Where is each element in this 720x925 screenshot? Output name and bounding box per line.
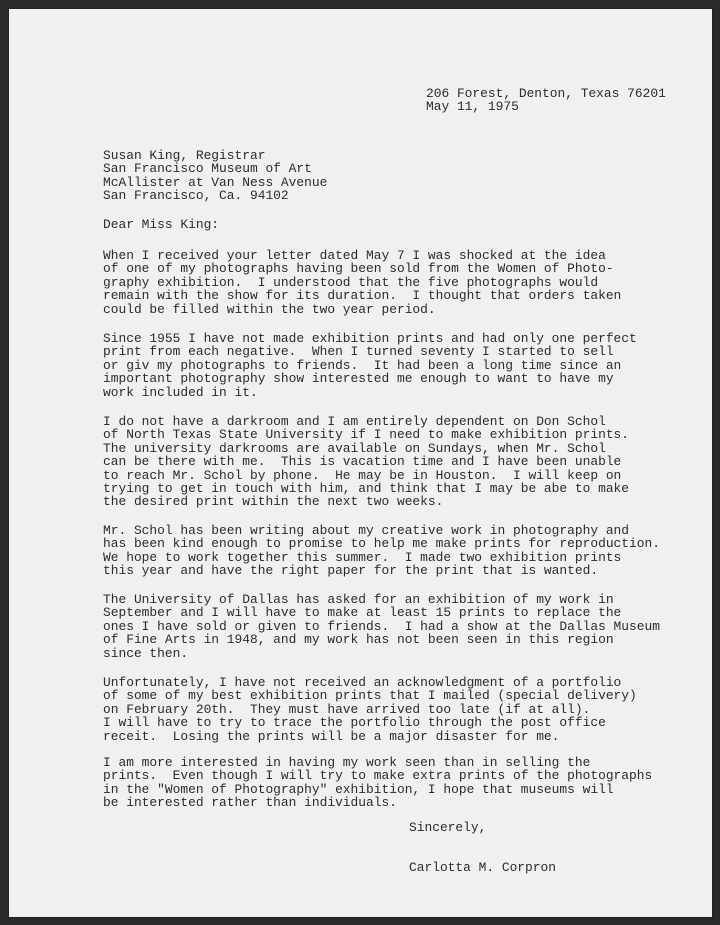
- body-paragraph: I am more interested in having my work seen than in selling the prints. Even though I will try to make extra prints of the photographs in the "Women of Photography" exhibition, I hope that museums will be interested rather than individuals.: [103, 755, 653, 811]
- salutation: Dear Miss King:: [103, 217, 220, 232]
- signature-name: Carlotta M. Corpron: [409, 860, 556, 875]
- sender-address-and-date: 206 Forest, Denton, Texas 76201 May 11, 1975: [426, 86, 666, 115]
- closing: Sincerely,: [409, 820, 487, 835]
- body-paragraph: Mr. Schol has been writing about my creative work in photography and has been kind enough to promise to help me make prints for reproduction. We hope to work together this summer. I made two exhibition prints this year and have the right paper for the print that is wanted.: [103, 523, 660, 579]
- body-paragraph: I do not have a darkroom and I am entirely dependent on Don Schol of North Texas State University if I need to make exhibition prints. The university darkrooms are available on Sundays, when Mr. Schol can be there with me. This is vacation time and I have been unable to reach Mr. Schol by phone. He may be in Houston. I will keep on trying to get in touch with him, and think that I may be abe to make the desired print within the next two weeks.: [103, 414, 630, 510]
- letter-page: [9, 9, 712, 917]
- recipient-address: Susan King, Registrar San Francisco Museum of Art McAllister at Van Ness Avenue San Francisco, Ca. 94102: [103, 148, 328, 204]
- body-paragraph: The University of Dallas has asked for an exhibition of my work in September and I will have to make at least 15 prints to replace the ones I have sold or given to friends. I had a show at the Dallas Museum of Fine Arts in 1948, and my work has not been seen in this region since then.: [103, 592, 660, 661]
- body-paragraph: Since 1955 I have not made exhibition prints and had only one perfect print from each negative. When I turned seventy I started to sell or giv my photographs to friends. It had been a long time since an important photography show interested me enough to want to have my work included in it.: [103, 331, 637, 400]
- body-paragraph: When I received your letter dated May 7 I was shocked at the idea of one of my photographs having been sold from the Women of Photo- graphy exhibition. I understood that the five photographs would remain with the show for its duration. I thought that orders taken could be filled within the two year period.: [103, 248, 622, 317]
- body-paragraph: Unfortunately, I have not received an acknowledgment of a portfolio of some of my best exhibition prints that I mailed (special delivery) on February 20th. They must have arrived too late (if at all). I will have to try to trace the portfolio through the post office receit. Losing the prints will be a major disaster for me.: [103, 675, 637, 744]
